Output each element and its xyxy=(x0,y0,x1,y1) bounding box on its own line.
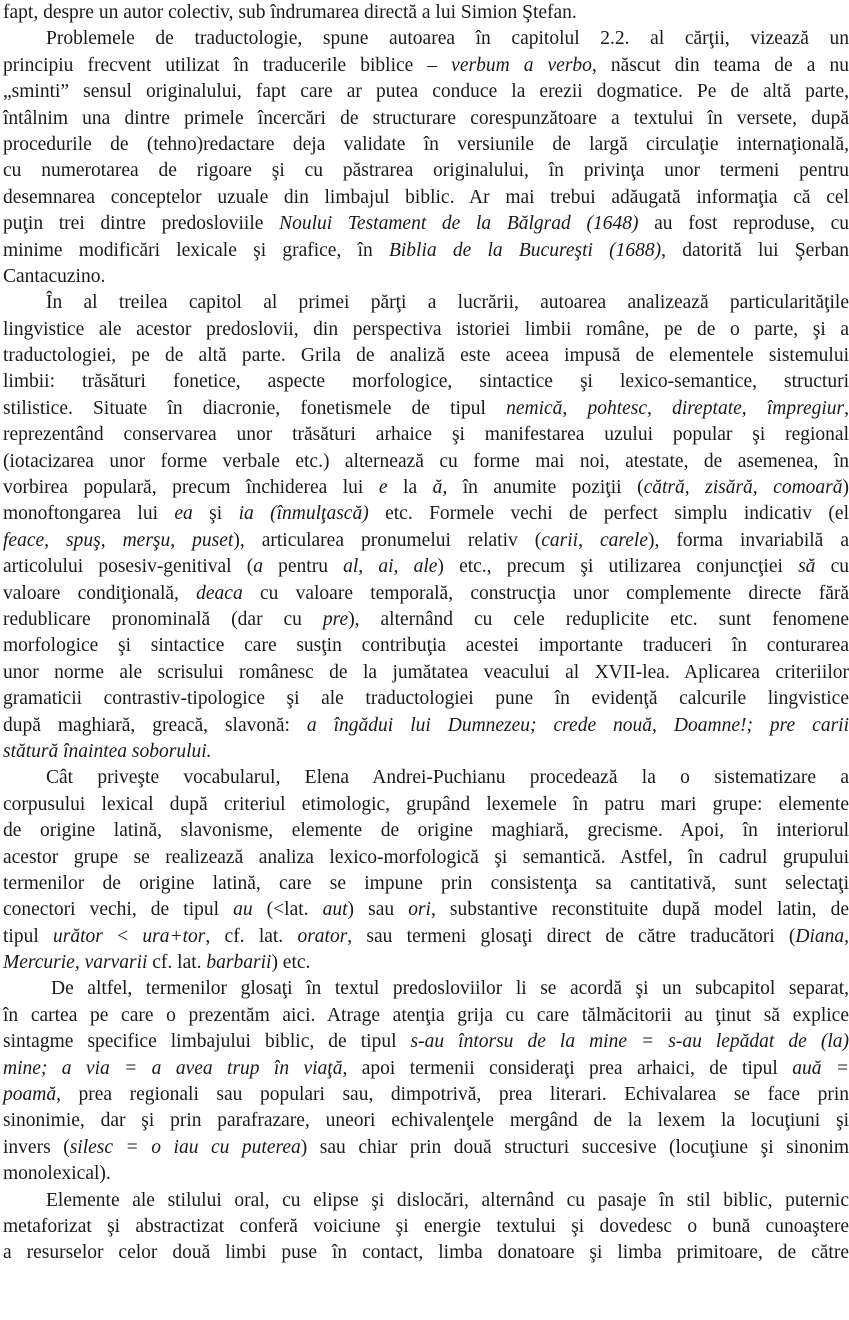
italic-segment: stătură înaintea soborului. xyxy=(3,740,212,762)
text-segment: ) xyxy=(842,477,849,499)
text-segment: vorbirea populară, precum închiderea lui xyxy=(3,477,379,499)
text-line xyxy=(3,53,849,79)
text-line xyxy=(3,528,849,554)
text-segment: corpusului lexical după criteriul etimologic, grupând lexemele în patru mari grupe: elemente xyxy=(3,793,849,815)
italic-segment: ori xyxy=(408,899,431,921)
text-line xyxy=(3,132,849,158)
text-segment: , cf. lat. xyxy=(205,925,298,947)
text-line xyxy=(3,449,849,475)
text-segment: ) sau xyxy=(347,899,409,921)
italic-segment: poamă xyxy=(3,1084,57,1106)
text-segment: morfologice şi sintactice care susţin contribuţia acestei importante traduceri în conturarea xyxy=(3,635,849,657)
italic-segment: a îngădui lui Dumnezeu; crede nouă, Doamne!; pre carii xyxy=(306,714,849,736)
text-segment: Cantacuzino. xyxy=(3,265,106,287)
text-segment: Elemente ale stilului oral, cu elipse şi dislocări, alternând cu pasaje în stil biblic, puternic xyxy=(46,1189,849,1211)
text-line xyxy=(3,185,849,211)
text-segment: şi xyxy=(192,503,239,525)
text-line xyxy=(3,739,849,765)
italic-segment: auă = xyxy=(792,1057,849,1079)
text-line xyxy=(3,976,849,1002)
text-line xyxy=(3,211,849,237)
text-segment: puţin trei dintre predosloviile xyxy=(3,213,280,235)
text-segment: acestor grupe se realizează analiza lexico-morfologică şi semantică. Astfel, în cadrul grupului xyxy=(3,846,849,868)
italic-segment: Mercurie, varvarii xyxy=(3,952,148,974)
text-line xyxy=(3,1240,849,1266)
text-line xyxy=(3,238,849,264)
text-segment: cu valoare temporală, construcţia unor complemente directe fără xyxy=(242,582,849,604)
italic-segment: cătră, zisără, comoară xyxy=(643,477,843,499)
text-segment: (iotacizarea unor forme verbale etc.) alternează cu forme mai noi, atestate, de asemenea, în xyxy=(3,450,849,472)
italic-segment: urător xyxy=(53,925,103,947)
text-segment: , sau termeni glosaţi direct de către traducători ( xyxy=(347,925,796,947)
text-segment: De altfel, termenilor glosaţi în textul predosloviilor li se acordă şi un subcapitol separat, xyxy=(51,978,849,1000)
italic-segment: Biblia de la Bucureşti (1688) xyxy=(388,239,662,261)
text-segment: pentru xyxy=(262,556,344,578)
text-segment: unor norme ale scrisului românesc de la jumătatea veacului al XVII-lea. Aplicarea criteriilor xyxy=(3,661,849,683)
text-line xyxy=(3,290,849,316)
text-segment: sintagme specifice limbajului biblic, de tipul xyxy=(3,1031,411,1053)
text-segment: termenilor de origine latină, care se impune prin consistenţa sa cantitativă, sunt selectaţi xyxy=(3,872,849,894)
text-segment: monoftongarea lui xyxy=(3,503,175,525)
italic-segment: ea xyxy=(174,503,193,525)
text-segment: invers ( xyxy=(3,1136,70,1158)
italic-segment: pre xyxy=(322,608,349,630)
text-segment: procedurile de (tehno)redactare deja validate în versiunile de largă circulaţie internaţională, xyxy=(3,133,849,155)
italic-segment: să xyxy=(798,556,816,578)
text-line xyxy=(3,422,849,448)
text-segment: Problemele de traductologie, spune autoarea în capitolul 2.2. al cărţii, vizează un xyxy=(46,28,849,50)
text-segment: lingvistice ale acestor predoslovii, din perspectiva istoriei limbii române, pe de o parte, şi a xyxy=(3,318,849,340)
text-line xyxy=(3,79,849,105)
italic-segment: Noului Testament de la Bălgrad (1648) xyxy=(279,213,639,235)
text-segment: , datorită lui Şerban xyxy=(661,239,849,261)
text-segment: principiu frecvent utilizat în traducerile biblice – xyxy=(3,54,452,76)
text-segment: gramaticii contrastiv-tipologice şi ale traductologiei pune în evidenţă calcurile lingvistice xyxy=(3,688,849,710)
text-segment: ) etc. xyxy=(271,952,311,974)
italic-segment: al, ai, ale xyxy=(343,556,438,578)
text-segment: după maghiară, greacă, slavonă: xyxy=(3,714,307,736)
text-line xyxy=(3,264,849,290)
text-segment: etc. Formele vechi de perfect simplu indicativ (el xyxy=(368,503,849,525)
text-line xyxy=(3,0,849,26)
italic-segment: carii, carele xyxy=(541,529,648,551)
italic-segment: silesc = o iau cu puterea xyxy=(69,1136,301,1158)
italic-segment: au xyxy=(233,899,253,921)
text-line xyxy=(3,396,849,422)
text-segment: ), alternând cu cele reduplicite etc. sunt fenomene xyxy=(348,608,849,630)
text-line xyxy=(3,633,849,659)
text-line xyxy=(3,950,849,976)
text-segment: minime modificări lexicale şi grafice, în xyxy=(3,239,389,261)
text-line xyxy=(3,343,849,369)
italic-segment: orator xyxy=(297,925,348,947)
text-segment: , născut din teama de a nu xyxy=(591,54,849,76)
text-segment: desemnarea conceptelor uzuale din limbajul biblic. Ar mai trebui adăugată informaţia că cel xyxy=(3,186,849,208)
text-segment: Cât priveşte vocabularul, Elena Andrei-Puchianu procedează la o sistematizare a xyxy=(46,767,849,789)
italic-segment: Diana, xyxy=(795,925,849,947)
text-segment: , apoi termenii consideraţi prea arhaici, de tipul xyxy=(342,1057,793,1079)
text-line xyxy=(3,501,849,527)
text-segment: monolexical). xyxy=(3,1163,111,1185)
text-segment: reprezentând conservarea unor trăsături arhaice şi manifestarea uzului popular şi regional xyxy=(3,424,849,446)
text-line xyxy=(3,1029,849,1055)
text-line xyxy=(3,317,849,343)
text-segment: ) sau chiar prin două structuri succesive (locuţiune şi sinonim xyxy=(300,1136,849,1158)
italic-segment: ia (înmulţască) xyxy=(238,503,369,525)
italic-segment: mine; a via = a avea trup în viaţă xyxy=(3,1057,343,1079)
text-segment: cu numerotarea de rigoare şi cu păstrarea originalului, în privinţa unor termeni pentru xyxy=(3,160,849,182)
text-line xyxy=(3,897,849,923)
text-segment: a resurselor celor două limbi puse în contact, limba donatoare şi limba primitoare, de către xyxy=(3,1242,849,1264)
text-segment: în cartea pe care o prezentăm aici. Atrage atenţia grija cu care tălmăcitorii au ţinut să explice xyxy=(3,1004,849,1026)
text-segment: întâlnim una dintre primele încercări de structurare corespunzătoare a textului în versete, după xyxy=(3,107,849,129)
text-line xyxy=(3,1003,849,1029)
text-segment: , prea regionali sau populari sau, dimpotrivă, prea literari. Echivalarea se face prin xyxy=(56,1084,849,1106)
text-segment: au fost reproduse, cu xyxy=(638,213,849,235)
text-line xyxy=(3,845,849,871)
italic-segment: nemică, pohtesc, direptate, împregiur xyxy=(506,397,845,419)
text-segment: stilistice. Situate în diacronie, fonetismele de tipul xyxy=(3,397,507,419)
italic-segment: feace, spuş, merşu, puset xyxy=(3,529,234,551)
text-segment: , xyxy=(844,397,849,419)
text-line xyxy=(3,106,849,132)
text-line xyxy=(3,792,849,818)
text-line xyxy=(3,554,849,580)
text-line xyxy=(3,1056,849,1082)
text-segment: traductologiei, pe de altă parte. Grila de analiză este aceea impusă de elementele sistemului xyxy=(3,345,849,367)
text-segment: la xyxy=(387,477,433,499)
text-line xyxy=(3,713,849,739)
text-segment: ), articularea pronumelui relativ ( xyxy=(233,529,542,551)
text-line xyxy=(3,1082,849,1108)
text-segment: limbii: trăsături fonetice, aspecte morfologice, sintactice şi lexico-semantice, structuri xyxy=(3,371,849,393)
text-segment: cu xyxy=(815,556,849,578)
text-segment: tipul xyxy=(3,925,54,947)
text-line xyxy=(3,871,849,897)
italic-segment: barbarii xyxy=(206,952,272,974)
text-line xyxy=(3,1161,849,1187)
text-segment: < xyxy=(102,925,143,947)
text-line xyxy=(3,1214,849,1240)
text-segment: fapt, despre un autor colectiv, sub îndrumarea directă a lui Simion Ştefan. xyxy=(3,2,577,23)
text-segment: , substantive reconstituite după model latin, de xyxy=(430,899,849,921)
text-segment: (<lat. xyxy=(252,899,323,921)
text-line xyxy=(3,1135,849,1161)
text-line xyxy=(3,369,849,395)
italic-segment: deaca xyxy=(196,582,243,604)
italic-segment: s-au întorsu de la mine = s-au lepădat de (la) xyxy=(410,1031,849,1053)
text-segment: valoare condiţională, xyxy=(3,582,197,604)
text-segment: ) etc., precum şi utilizarea conjuncţiei xyxy=(437,556,799,578)
text-segment: ), forma invariabilă a xyxy=(647,529,849,551)
text-line xyxy=(3,1108,849,1134)
text-line xyxy=(3,765,849,791)
text-segment: metaforizat şi abstractizat conferă voiciune şi energie textului şi dovedesc o bună cunoaştere xyxy=(3,1215,849,1237)
text-segment: cf. lat. xyxy=(147,952,207,974)
italic-segment: aut xyxy=(322,899,348,921)
text-segment: în anumite poziţii ( xyxy=(447,477,644,499)
text-segment: conectori vechi, de tipul xyxy=(3,899,234,921)
text-line xyxy=(3,686,849,712)
text-segment: „sminti” sensul originalului, fapt care ar putea conduce la erezii dogmatice. Pe de altă parte, xyxy=(3,81,849,103)
text-segment: articolului posesiv-genitival ( xyxy=(3,556,254,578)
italic-segment: e xyxy=(378,477,388,499)
text-line xyxy=(3,660,849,686)
text-segment: redublicare pronominală (dar cu xyxy=(3,608,323,630)
text-segment: În al treilea capitol al primei părţi a lucrării, autoarea analizează particularităţile xyxy=(46,292,849,314)
text-segment: sinonimie, dar şi prin parafrazare, uneori echivalenţele mergând de la lexem la locuţiuni şi xyxy=(3,1110,849,1132)
text-line xyxy=(3,607,849,633)
text-line xyxy=(3,26,849,52)
text-line xyxy=(3,581,849,607)
italic-segment: verbum a verbo xyxy=(451,54,592,76)
text-line xyxy=(3,924,849,950)
text-segment: de origine latină, slavonisme, elemente de origine maghiară, grecisme. Apoi, în interiorul xyxy=(3,820,849,842)
text-line xyxy=(3,475,849,501)
italic-segment: ă, xyxy=(432,477,448,499)
text-line xyxy=(3,1188,849,1214)
italic-segment: a xyxy=(253,556,263,578)
text-line xyxy=(3,818,849,844)
italic-segment: ura+tor xyxy=(142,925,206,947)
text-line xyxy=(3,158,849,184)
